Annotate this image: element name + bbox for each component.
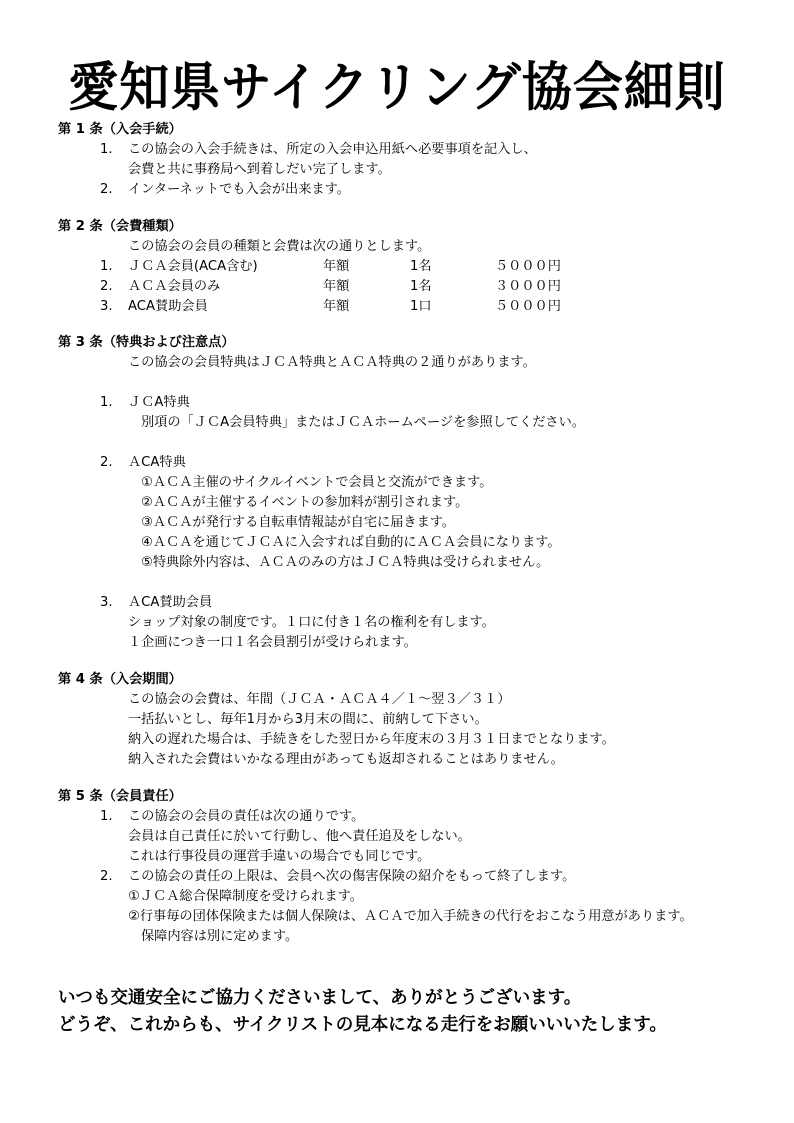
article-1-item-1-line-2: 会費と共に事務局へ到着しだい完了します。 <box>128 162 391 177</box>
article-4-line: この協会の会費は、年間（ＪＣＡ・ＡＣＡ４／１～翌３／３１） <box>128 692 511 707</box>
article-3-intro: この協会の会員特典はＪＣＡ特典とＡＣＡ特典の２通りがあります。 <box>128 355 536 370</box>
fee-row-unit: 1口 <box>410 299 432 314</box>
article-5-item-2-num: 2. <box>100 869 113 884</box>
article-3-sec-1-title: ＪＣA特典 <box>128 395 190 410</box>
article-3-sec-1-num: 1. <box>100 395 113 410</box>
fee-row-unit: 1名 <box>410 279 432 294</box>
article-1-item-1-line-1: この協会の入会手続きは、所定の入会申込用紙へ必要事項を記入し、 <box>128 142 537 157</box>
article-5-item-2-line: 保障内容は別に定めます。 <box>141 929 299 944</box>
article-3-sec-3-line: ショップ対象の制度です。１口に付き１名の権利を有します。 <box>128 615 495 630</box>
article-1-item-1-num: 1. <box>100 142 113 157</box>
article-3-sec-3-num: 3. <box>100 595 113 610</box>
fee-row-type: ACA賛助会員 <box>128 299 208 314</box>
closing-line-2: どうぞ、これからも、サイクリストの見本になる走行をお願いいいたします。 <box>58 1015 667 1035</box>
article-4-line: 一括払いとし、毎年1月から3月末の間に、前納して下さい。 <box>128 712 488 727</box>
article-3-sec-2-item: ④ＡＣＡを通じてＪＣＡに入会すれば自動的にＡＣＡ会員になります。 <box>141 535 561 550</box>
article-5-item-2-line: この協会の責任の上限は、会員へ次の傷害保険の紹介をもって終了します。 <box>128 869 576 884</box>
article-5-item-1-num: 1. <box>100 809 113 824</box>
fee-row-num: 2. <box>100 279 113 294</box>
article-1-item-2-num: 2. <box>100 182 113 197</box>
fee-row-num: 3. <box>100 299 113 314</box>
fee-row-amount: ３０００円 <box>495 279 561 294</box>
fee-row-type: ＡＣＡ会員のみ <box>128 279 221 294</box>
article-3-sec-2-item: ③ＡＣＡが発行する自転車情報誌が自宅に届きます。 <box>141 515 456 530</box>
article-3-sec-3-line: １企画につき一口１名会員割引が受けられます。 <box>128 635 417 650</box>
article-5-item-2-line: ①ＪＣＡ総合保障制度を受けられます。 <box>128 889 363 904</box>
fee-row-type: ＪＣＡ会員(ACA含む) <box>128 259 258 274</box>
article-3-sec-2-item: ①ＡＣＡ主催のサイクルイベントで会員と交流ができます。 <box>141 475 493 490</box>
fee-row-amount: ５０００円 <box>495 259 561 274</box>
fee-row-amount: ５０００円 <box>495 299 561 314</box>
closing-line-1: いつも交通安全にご協力くださいまして、ありがとうございます。 <box>58 988 582 1008</box>
article-5-item-1-line: この協会の会員の責任は次の通りです。 <box>128 809 365 824</box>
article-1-item-2-line-1: インターネットでも入会が出来ます。 <box>128 182 350 197</box>
article-3-sec-3-title: ＡCA賛助会員 <box>128 595 213 610</box>
document-title: 愛知県サイクリング協会細則 <box>68 56 726 118</box>
article-4-line: 納入の遅れた場合は、手続きをした翌日から年度末の３月３１日までとなります。 <box>128 732 615 747</box>
article-5-item-1-line: これは行事役員の運営手違いの場合でも同じです。 <box>128 849 431 864</box>
fee-row-num: 1. <box>100 259 113 274</box>
article-5-heading: 第 5 条（会員責任） <box>58 789 182 804</box>
article-4-heading: 第 4 条（入会期間） <box>58 672 182 687</box>
article-3-sec-2-item: ②ＡＣＡが主催するイベントの参加料が割引されます。 <box>141 495 469 510</box>
article-5-item-1-line: 会員は自己責任に於いて行動し、他へ責任追及をしない。 <box>128 829 471 844</box>
article-3-sec-1-body: 別項の「ＪＣA会員特典」またはＪＣＡホームページを参照してください。 <box>141 415 585 430</box>
article-3-sec-2-title: ＡCA特典 <box>128 455 186 470</box>
article-5-item-2-line: ②行事毎の団体保険または個人保険は、ＡＣＡで加入手続きの代行をおこなう用意があります。 <box>128 909 693 924</box>
article-3-sec-2-item: ⑤特典除外内容は、ＡＣＡのみの方はＪＣＡ特典は受けられません。 <box>141 555 550 570</box>
article-1-heading: 第 1 条（入会手続） <box>58 122 182 137</box>
fee-row-period: 年額 <box>323 299 350 314</box>
article-2-heading: 第 2 条（会費種類） <box>58 219 182 234</box>
article-3-heading: 第 3 条（特典および注意点） <box>58 335 235 350</box>
article-2-intro: この協会の会員の種類と会費は次の通りとします。 <box>128 239 431 254</box>
fee-row-period: 年額 <box>323 279 350 294</box>
fee-row-unit: 1名 <box>410 259 432 274</box>
fee-row-period: 年額 <box>323 259 350 274</box>
article-3-sec-2-num: 2. <box>100 455 113 470</box>
article-4-line: 納入された会費はいかなる理由があっても返却されることはありません。 <box>128 752 564 767</box>
